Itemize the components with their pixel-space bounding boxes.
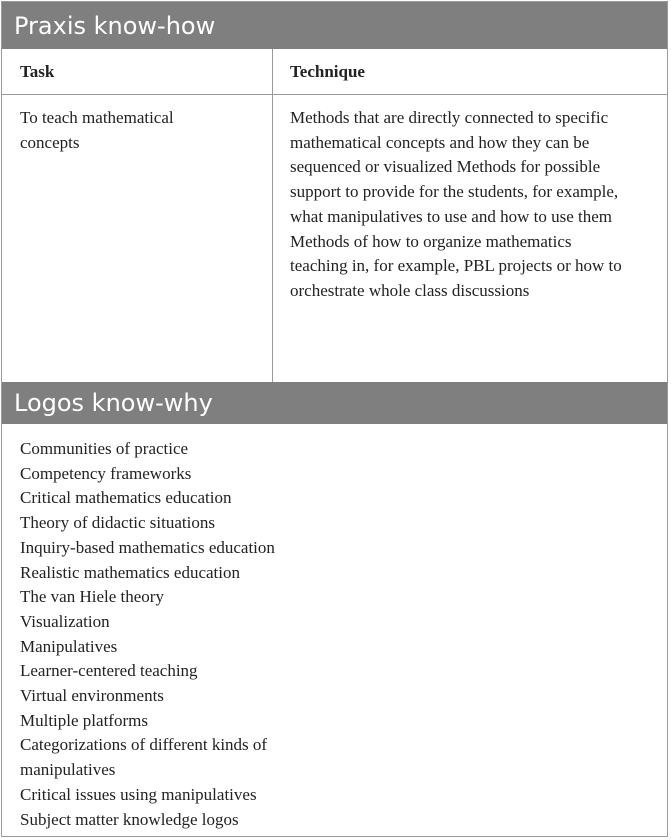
- logos-item: Virtual environments: [20, 686, 164, 706]
- logos-item: Critical issues using manipulatives: [20, 784, 257, 804]
- logos-item: Communities of practice: [20, 439, 189, 458]
- logos-header: Logos know-why: [2, 382, 667, 424]
- logos-item: Multiple platforms: [20, 710, 148, 730]
- logos-item: Categorizations of different kinds of manipulatives: [20, 735, 268, 780]
- logos-item: Inquiry-based mathematics education: [20, 537, 275, 557]
- logos-list: [2, 424, 667, 832]
- technique-column-header: Technique: [272, 49, 667, 95]
- logos-item: Competency frameworks: [20, 463, 192, 483]
- logos-item: Critical mathematics education: [20, 488, 232, 508]
- logos-item: Realistic mathematics education: [20, 562, 240, 582]
- logos-item: Subject matter knowledge logos: [20, 809, 239, 829]
- logos-item: Learner-centered teaching: [20, 661, 198, 681]
- logos-item: The van Hiele theory: [20, 587, 164, 607]
- logos-item: Manipulatives: [20, 636, 118, 656]
- task-cell: To teach mathematical concepts: [20, 108, 174, 152]
- logos-item: Theory of didactic situations: [20, 513, 215, 533]
- praxis-header: Praxis know-how: [2, 2, 667, 49]
- praxis-grid: [2, 49, 667, 382]
- technique-cell: Methods that are directly connected to specific mathematical concepts and how they can be sequenced or visualized Methods for possible support to provide for the students, for example, what manipulatives to use and how to use them Methods of how to organize mathematics teaching in, for example, PBL projects or how to orchestrate whole class discussions: [272, 95, 667, 382]
- logos-item: Visualization: [20, 611, 110, 631]
- task-column-header: Task: [2, 49, 272, 95]
- knowledge-table: [1, 1, 668, 837]
